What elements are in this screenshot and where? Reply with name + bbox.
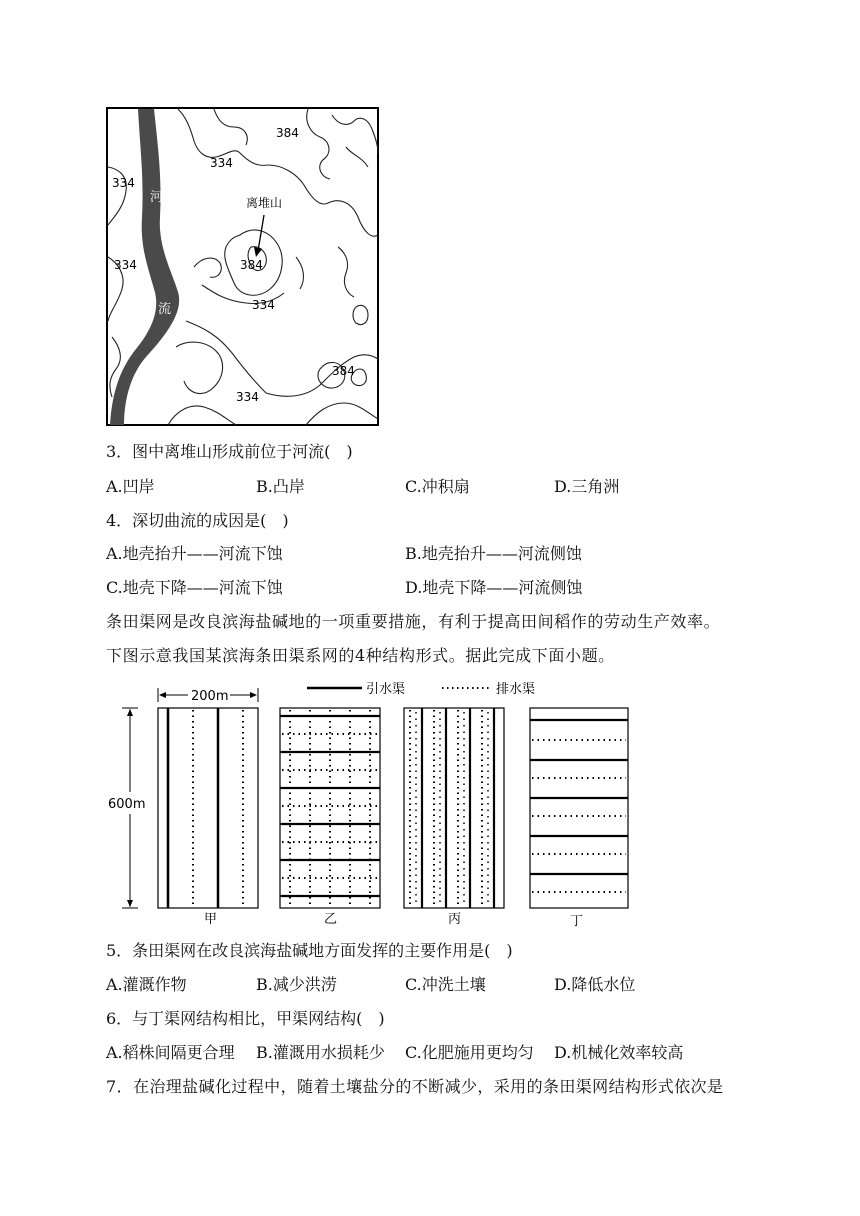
passage-line-2: 下图示意我国某滨海条田渠系网的4种结构形式。据此完成下面小题。 bbox=[106, 646, 615, 665]
panel-label-ding: 丁 bbox=[570, 914, 584, 929]
mountain-label: 离堆山 bbox=[246, 196, 283, 210]
q6-option-b: B.灌溉用水损耗少 bbox=[256, 1043, 385, 1062]
river-terrain-map bbox=[106, 107, 380, 427]
q6-option-c: C.化肥施用更均匀 bbox=[405, 1043, 534, 1062]
panel-ding bbox=[530, 708, 628, 908]
contour-label: 334 bbox=[252, 298, 275, 312]
q5-option-a: A.灌溉作物 bbox=[106, 975, 187, 994]
q3-option-b: B.凸岸 bbox=[256, 477, 305, 496]
q6-option-d: D.机械化效率较高 bbox=[554, 1043, 684, 1062]
contour-label: 334 bbox=[210, 156, 233, 170]
q3-option-c: C.冲积扇 bbox=[405, 477, 470, 496]
q5-option-c: C.冲洗土壤 bbox=[405, 975, 486, 994]
question-4-stem: 4．深切曲流的成因是( ) bbox=[106, 511, 289, 530]
question-3-stem: 3．图中离堆山形成前位于河流( ) bbox=[106, 442, 353, 461]
passage-line-1: 条田渠网是改良滨海盐碱地的一项重要措施，有利于提高田间稻作的劳动生产效率。 bbox=[106, 612, 721, 631]
q3-option-a: A.凹岸 bbox=[106, 477, 155, 496]
legend-supply-label: 引水渠 bbox=[366, 682, 406, 697]
contour-label: 334 bbox=[236, 390, 259, 404]
contour-label: 334 bbox=[112, 176, 135, 190]
question-7-stem: 7．在治理盐碱化过程中，随着土壤盐分的不断减少，采用的条田渠网结构形式依次是 bbox=[106, 1077, 724, 1096]
panel-bing bbox=[404, 708, 504, 908]
q5-option-d: D.降低水位 bbox=[554, 975, 636, 994]
contour-label: 384 bbox=[240, 258, 263, 272]
river-label: 河 bbox=[150, 190, 164, 205]
river-label: 流 bbox=[158, 302, 172, 317]
panel-label-bing: 丙 bbox=[448, 912, 462, 927]
q4-option-d: D.地壳下降——河流侧蚀 bbox=[405, 578, 583, 597]
panel-label-jia: 甲 bbox=[204, 912, 218, 927]
question-6-stem: 6．与丁渠网结构相比，甲渠网结构( ) bbox=[106, 1009, 385, 1028]
contour-label: 334 bbox=[114, 258, 137, 272]
width-label: 200m bbox=[191, 689, 229, 704]
q5-option-b: B.减少洪涝 bbox=[256, 975, 337, 994]
q3-option-d: D.三角洲 bbox=[554, 477, 620, 496]
contour-label: 384 bbox=[276, 126, 299, 140]
legend-drain-label: 排水渠 bbox=[496, 682, 536, 697]
panel-label-yi: 乙 bbox=[324, 912, 338, 927]
canal-network-diagram bbox=[104, 678, 644, 930]
q6-option-a: A.稻株间隔更合理 bbox=[106, 1043, 235, 1062]
contour-label: 384 bbox=[332, 364, 355, 378]
q4-option-b: B.地壳抬升——河流侧蚀 bbox=[405, 544, 582, 563]
q4-option-c: C.地壳下降——河流下蚀 bbox=[106, 578, 283, 597]
height-label: 600m bbox=[108, 797, 146, 812]
question-5-stem: 5．条田渠网在改良滨海盐碱地方面发挥的主要作用是( ) bbox=[106, 941, 513, 960]
panel-yi bbox=[280, 708, 380, 908]
panel-jia bbox=[158, 708, 258, 908]
q4-option-a: A.地壳抬升——河流下蚀 bbox=[106, 544, 283, 563]
